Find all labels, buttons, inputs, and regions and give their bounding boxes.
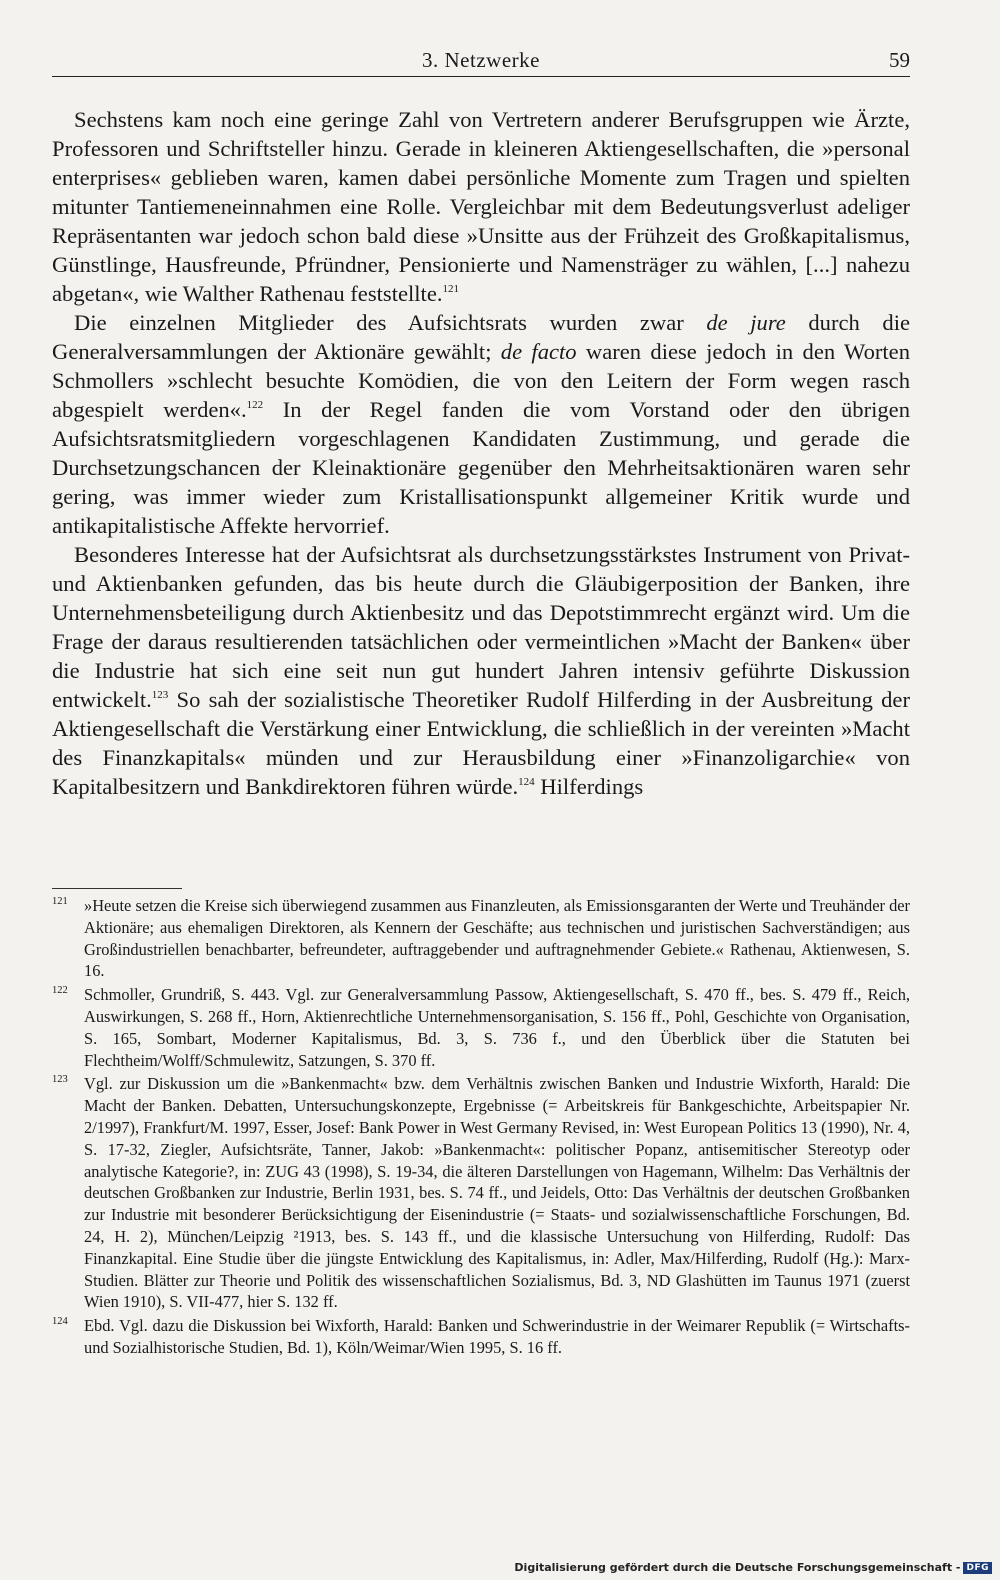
footnote-number: 124 — [52, 1316, 68, 1328]
paragraph-text: waren diese jedoch in den Worten Schmollers »schlecht besuchte Komödien, die von den Leitern der Form wegen rasch abgespielt werden«. — [52, 339, 910, 422]
footnote-text: Ebd. Vgl. dazu die Diskussion bei Wixforth, Harald: Banken und Schwerindustrie in der Weimarer Republik (= Wirtschafts- und Sozialhistorische Studien, Bd. 1), Köln/Weimar/Wien 1995, S. 16 ff. — [84, 1316, 910, 1357]
dfg-logo-icon: DFG — [963, 1562, 992, 1574]
paragraph-text: Sechstens kam noch eine geringe Zahl von Vertretern anderer Berufsgruppen wie Ärzte, Professoren und Schriftsteller hinzu. Gerade in kleineren Aktiengesellschaften, die »personal enterprises« geblieben waren, kamen dabei persönliche Momente zum Tragen und spielten mitunter Tantiemeneinnahmen eine Rolle. Vergleichbar mit dem Bedeutungsverlust adeliger Repräsentanten war jedoch schon bald diese »Unsitte aus der Frühzeit des Großkapitalismus, Günstlinge, Hausfreunde, Pfründner, Pensionierte und Namensträger zu wählen, [...] nahezu abgetan«, wie Walther Rathenau feststellte. — [52, 107, 910, 306]
paragraph-text: So sah der sozialistische Theoretiker Rudolf Hilferding in der Ausbreitung der Aktiengesellschaft die Verstärkung einer Entwicklung, die schließlich in der vereinten »Macht des Finanzkapitals« münden und zur Herausbildung einer »Finanzoligarchie« von Kapitalbesitzern und Bankdirektoren führen würde. — [52, 687, 910, 799]
footnote-text: Schmoller, Grundriß, S. 443. Vgl. zur Generalversammlung Passow, Aktiengesellschaft, S. 470 ff., bes. S. 479 ff., Reich, Auswirkungen, S. 268 ff., Horn, Aktienrechtliche Unternehmensorganisation, S. 156 ff., Pohl, Geschichte von Organisation, S. 165, Sombart, Moderner Kapitalismus, Bd. 3, S. 736 f., und den Überblick über die Statuten bei Flechtheim/Wolff/Schmulewitz, Satzungen, S. 370 ff. — [84, 985, 910, 1070]
footnote — [52, 1073, 910, 1313]
paragraph-2 — [52, 308, 910, 540]
paragraph-1 — [52, 105, 910, 308]
footnote — [52, 1315, 910, 1359]
footnote-divider — [52, 888, 182, 889]
footnote-ref[interactable]: 122 — [246, 399, 264, 411]
footnote-ref[interactable]: 124 — [518, 776, 535, 788]
footnote — [52, 895, 910, 982]
paragraph-text: In der Regel fanden die vom Vorstand oder den übrigen Aufsichtsratsmitgliedern vorgeschlagenen Kandidaten Zustimmung, und gerade die Durchsetzungschancen der Kleinaktionäre gegenüber den Mehrheitsaktionären waren sehr gering, was immer wieder zum Kristallisationspunkt allgemeiner Kritik wurde und antikapitalistische Affekte hervorrief. — [52, 397, 911, 538]
chapter-title: 3. Netzwerke — [422, 48, 540, 72]
main-text — [52, 105, 910, 801]
digitization-credit — [514, 1561, 992, 1574]
footnote-text: Vgl. zur Diskussion um die »Bankenmacht« bzw. dem Verhältnis zwischen Banken und Industrie Wixforth, Harald: Die Macht der Banken. Debatten, Untersuchungskonzepte, Ergebnisse (= Arbeitskreis für Bankgeschichte, Arbeitspapier Nr. 2/1997), Frankfurt/M. 1997, Esser, Josef: Bank Power in West Germany Revised, in: West European Politics 13 (1990), Nr. 4, S. 17-32, Ziegler, Aufsichtsräte, Tanner, Jakob: »Bankenmacht«: politischer Popanz, antisemitischer Stereotyp oder analytische Kategorie?, in: ZUG 43 (1998), S. 19-34, die älteren Darstellungen von Hagemann, Wilhelm: Das Verhältnis der deutschen Großbanken zur Industrie, Berlin 1931, bes. S. 74 ff., und Jeidels, Otto: Das Verhältnis der deutschen Großbanken zur Industrie mit besonderer Berücksichtigung der Eisenindustrie (= Staats- und sozialwissenschaftliche Forschungen, Bd. 24, H. 2), München/Leipzig ²1913, bes. S. 143 ff., und die klassische Untersuchung von Hilferding, Rudolf: Das Finanzkapital. Eine Studie über die jüngste Entwicklung des Kapitalismus, in: Adler, Max/Hilferding, Rudolf (Hg.): Marx-Studien. Blätter zur Theorie und Politik des wissenschaftlichen Sozialismus, Bd. 3, ND Glashütten im Taunus 1971 (zuerst Wien 1910), S. VII-477, hier S. 132 ff. — [84, 1074, 910, 1312]
footnote-number: 123 — [52, 1074, 68, 1086]
running-head — [52, 46, 910, 77]
footnote-ref[interactable]: 123 — [151, 689, 169, 701]
footnote-ref[interactable]: 121 — [442, 283, 460, 295]
credit-text: Digitalisierung gefördert durch die Deutsche Forschungsgemeinschaft - — [514, 1561, 961, 1574]
footnote-number: 121 — [52, 896, 68, 907]
paragraph-3 — [52, 540, 910, 801]
footnotes — [52, 895, 910, 1361]
paragraph-text: durch die Generalversammlungen der Aktionäre gewählt; — [52, 310, 911, 364]
paragraph-text: Die einzelnen Mitglieder des Aufsichtsrats wurden zwar — [74, 310, 707, 335]
paragraph-text: Besonderes Interesse hat der Aufsichtsrat als durchsetzungsstärkstes Instrument von Privat- und Aktienbanken gefunden, das bis heute durch die Gläubigerposition der Banken, ihre Unternehmensbeteiligung durch Aktienbesitz und das Depotstimmrecht ergänzt wird. Um die Frage der daraus resultierenden tatsächlichen oder vermeintlichen »Macht der Banken« über die Industrie hat sich eine seit nun gut hundert Jahren intensiv geführte Diskussion entwickelt. — [52, 542, 910, 712]
footnote — [52, 984, 910, 1071]
emphasis: de jure — [706, 310, 786, 335]
page-number: 59 — [889, 48, 910, 72]
emphasis: de facto — [500, 339, 577, 364]
paragraph-text: Hilferdings — [534, 774, 644, 799]
footnote-number: 122 — [52, 985, 68, 997]
footnote-text: »Heute setzen die Kreise sich überwiegend zusammen aus Finanzleuten, als Emissionsgaranten der Werte und Treuhänder der Aktionäre; aus ehemaligen Direktoren, als Kennern der Geschäfte; aus technischen und juristischen Sachverständigen; aus Großindustriellen benachbarter, befreundeter, auftraggebender und auftragnehmender Gebiete.« Rathenau, Aktienwesen, S. 16. — [84, 896, 910, 981]
